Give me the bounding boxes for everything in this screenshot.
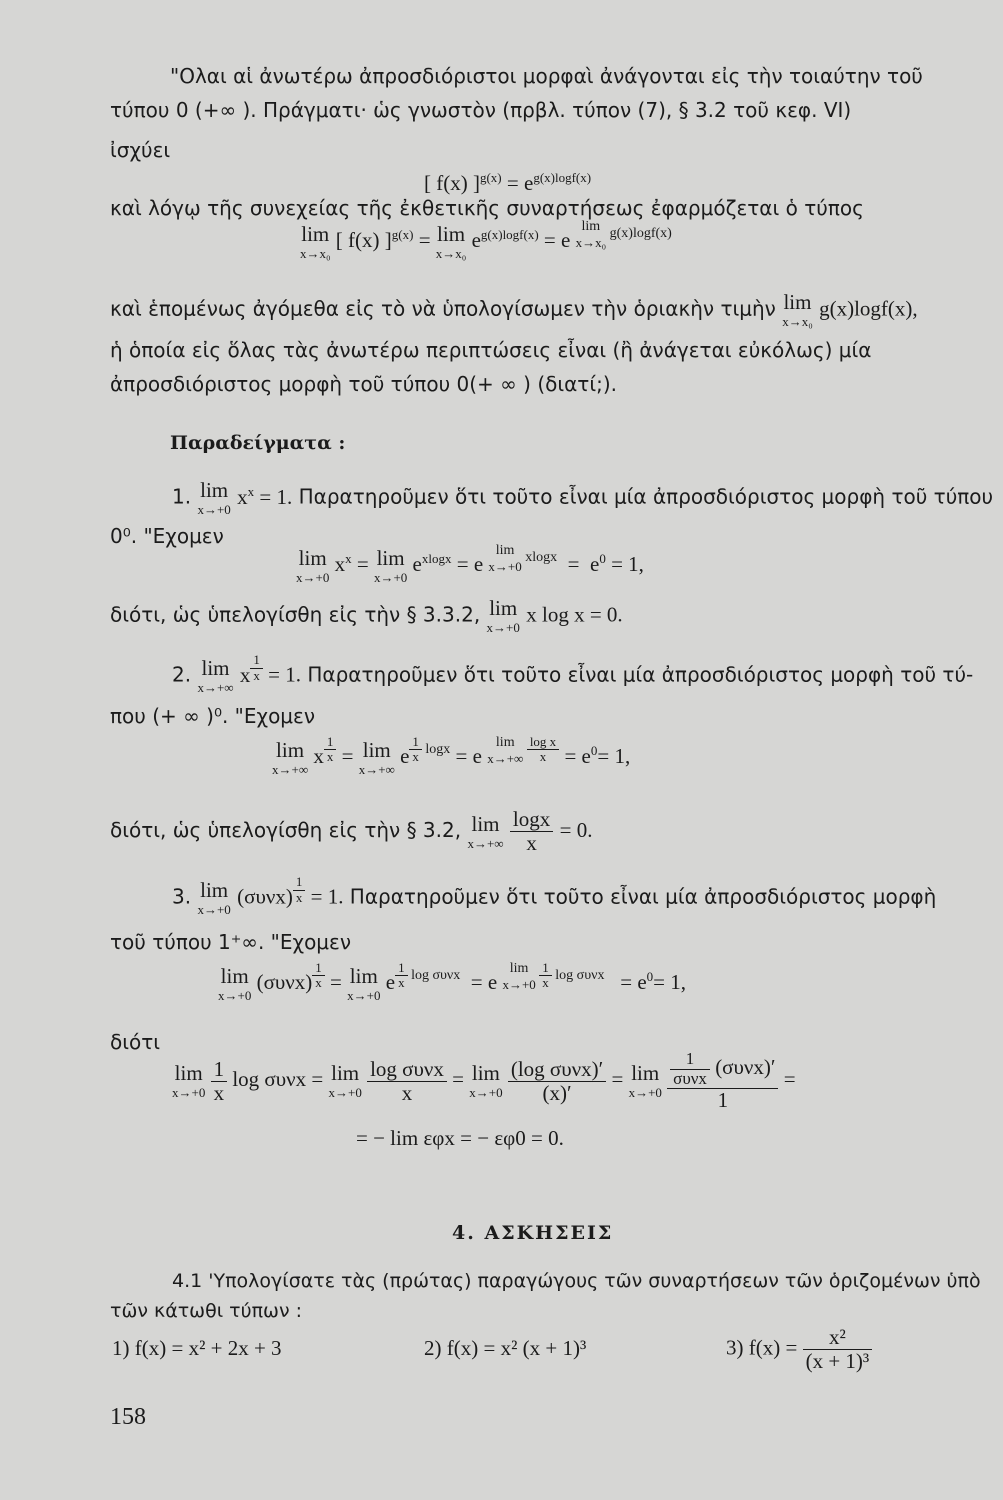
example-1-text: Παρατηροῦμεν ὅτι τοῦτο εἶναι μία ἀπροσδιόριστος μορφὴ τοῦ τύπου [292,484,994,509]
example-1-reason-text: διότι, ὡς ὑπελογίσθη εἰς τὴν § 3.3.2, [110,602,481,627]
example-2-formula: lim x→+∞ x $^{\frac{1}{x}}$ = lim x→+∞ e $^{\frac{1}{x} logx}$ = e $^{lim x\to+\infty \frac{\text{log x}}{x}}$ = $e^0= 1$, [272,733,631,777]
exercise-f3: 3) f(x) = $\frac{\text{x²}}{\text{(x + 1)³}}$ [726,1326,872,1373]
lim-operator: lim x→+0 [172,1061,206,1101]
example-3-cont: τοῦ τύπου 1⁺∞. "Εχομεν [110,930,352,954]
fraction-logx-over-x: $\frac{\log x}{x}$ [510,808,553,855]
example-1-reason [110,598,623,634]
lim-operator: lim x→+0 [469,1061,503,1101]
example-3-reason: διότι [110,1030,161,1054]
lim-operator: lim x→+∞ [467,811,504,851]
intro-line-1: "Ολαι αἱ ἀνωτέρω ἀπροσδιόριστοι μορφαὶ ἀνάγονται εἰς τὴν τοιαύτην τοῦ [170,64,923,88]
lim-operator: lim x→+0 [486,596,520,635]
exercise-4-1-line-1: 4.1 'Υπολογίσατε τὰς (πρώτας) παραγώγους τῶν συναρτήσεων τῶν ὁριζομένων ὑπὸ [172,1270,981,1292]
example-1-statement [172,480,993,516]
example-2-text: Παρατηροῦμεν ὅτι τοῦτο εἶναι μία ἀπροσδιόριστος μορφὴ τοῦ τύ- [301,662,974,687]
lim-operator: lim x→+0 [197,478,231,517]
example-3-statement: 3. lim x→+0 (συνx) $^{\frac{1}{x}}$ = 1. Παρατηροῦμεν ὅτι τοῦτο εἶναι μία ἀπροσδιόριστος μορφὴ [172,874,937,917]
lim-operator: lim x→+∞ [358,738,395,777]
example-1-expr: $x^x = 1$. [237,483,293,509]
example-3-chain: lim x→+0 $\frac{1}{x}$ log συνx = lim x→+0 $\frac{\text{log συνx}}{x}$ = lim x→+0 $\frac{\text{(log συνx)′}}{(x)'}$ = lim x→+0 $\frac{1}{\text{συνx}}$ (συνx)′ 1 = [172,1049,796,1113]
lim-operator: lim x→+0 [628,1061,662,1101]
formula-lhs: [ f(x) ] [424,171,480,195]
example-1-reason-expr: x log x = 0. [526,602,623,627]
lim-operator: lim x→+0 [328,1061,362,1101]
intro-line-3: ἰσχύει [110,138,171,162]
example-3-formula: lim x→+0 (συνx) $^{\frac{1}{x}}$ = lim x→+0 e $^{\frac{1}{x} log \sigma\upsilon\nu x}$ = e $^{lim x\to+0 \frac{1}{x} log \sigma\upsilon\nu x} = e^0= 1$, [218,959,686,1003]
formula-limit-continuity: lim x→x₀ [ f(x) ]$^{g(x)}$ = lim x→x₀ $e^{g(x)logf(x)} = e$ $^{lim x\to x_0 g(x)logf(x)}$ [300,219,672,261]
example-2-statement: 2. lim x→+∞ x $^{\frac{1}{x}}$ = 1. Παρατηροῦμεν ὅτι τοῦτο εἶναι μία ἀπροσδιόριστος μορφὴ τοῦ τύ- [172,652,974,695]
examples-heading: Παραδείγματα : [170,432,346,454]
example-3-text: Παρατηροῦμεν ὅτι τοῦτο εἶναι μία ἀπροσδιόριστος μορφὴ [343,884,937,909]
page-number: 158 [110,1404,146,1430]
example-1-formula: lim x→+0 $x^x$ = lim x→+0 $e^{xlogx} = e$ $^{lim x\to+0 xlogx} = e^0 = 1$, [296,543,644,585]
exercise-f1: 1) f(x) = x² + 2x + 3 [112,1336,282,1360]
intro-line-5-text: καὶ ἑπομένως ἀγόμεθα εἰς τὸ νὰ ὑπολογίσωμεν τὴν ὁριακὴν τιμὴν [110,296,776,321]
lim-operator: lim x→x₀ [435,222,467,261]
formula-lhs-exp: g(x) [479,170,502,185]
example-2-reason-text: διότι, ὡς ὑπελογίσθη εἰς τὴν § 3.2, [110,818,462,843]
lim-operator: lim x→x₀ [300,222,331,261]
formula-rhs: = e [501,171,534,195]
lim-operator: lim x→+0 [218,964,252,1003]
example-1-cont: 0⁰. "Εχομεν [110,524,224,548]
intro-line-5-expr: g(x)logf(x), [819,296,918,321]
example-3-number: 3. [172,884,192,909]
lim-operator-exponent: lim x→x₀ [575,219,607,251]
lim-operator: lim x→+∞ [272,738,309,777]
exercise-f2: 2) f(x) = x² (x + 1)³ [424,1336,587,1360]
lim-operator: lim x→+0 [347,964,381,1003]
example-2-cont: που (+ ∞ )⁰. "Εχομεν [110,704,316,728]
lim-operator: lim x→x₀ [782,290,813,329]
lim-operator: lim x→+0 [197,878,231,917]
intro-line-4: καὶ λόγῳ τῆς συνεχείας τῆς ἐκθετικῆς συναρτήσεως ἐφαρμόζεται ὁ τύπος [110,196,864,220]
lim-operator: lim x→+∞ [197,656,234,695]
lim-operator: lim x→+0 [373,546,408,585]
exercise-4-1-line-2: τῶν κάτωθι τύπων : [110,1300,303,1322]
intro-line-2: τύπου 0 (+∞ ). Πράγματι· ὡς γνωστὸν (πρβλ. τύπον (7), § 3.2 τοῦ κεφ. VI) [110,98,852,122]
example-2-number: 2. [172,662,192,687]
example-1-number: 1. [172,484,192,509]
exercises-heading: 4. ΑΣΚΗΣΕΙΣ [452,1222,614,1244]
intro-line-6: ἡ ὁποία εἰς ὅλας τὰς ἀνωτέρω περιπτώσεις εἶναι (ἢ ἀνάγεται εὐκόλως) μία [110,338,872,362]
intro-line-7: ἀπροσδιόριστος μορφὴ τοῦ τύπου 0(+ ∞ ) (διατί;). [110,372,618,396]
formula-rhs-exp: g(x)logf(x) [533,170,592,185]
lim-operator: lim x→+0 [296,546,330,585]
intro-line-5 [110,292,918,328]
example-2-reason: διότι, ὡς ὑπελογίσθη εἰς τὴν § 3.2, lim x→+∞ $\frac{\log x}{x}$ = 0. [110,807,593,856]
formula-power-identity [424,170,591,196]
example-3-final: = − lim εφx = − εφ0 = 0. [356,1126,564,1150]
